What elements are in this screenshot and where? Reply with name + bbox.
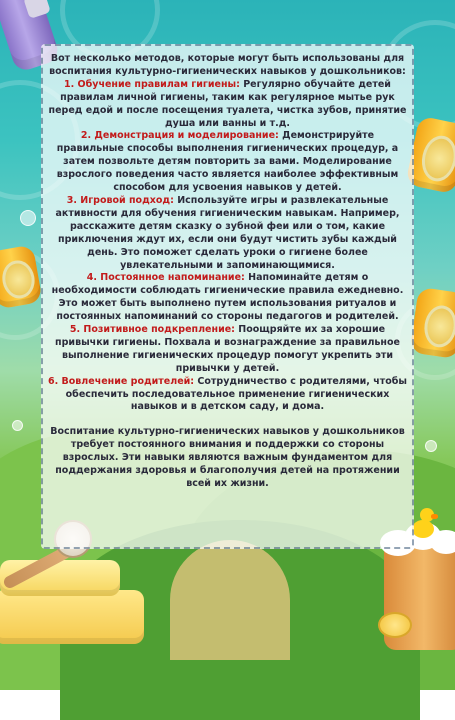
path xyxy=(170,540,290,660)
method-item-6 xyxy=(47,376,408,415)
method-text: Поощряйте их за хорошие привычки гигиены. Похвала и вознаграждение за правильное выполнение гигиенических процедур помогут укрепить эти привычки у детей. xyxy=(55,324,400,374)
rubber-duck-beak xyxy=(431,514,438,519)
method-item-5 xyxy=(47,324,408,376)
article-text xyxy=(47,53,408,491)
method-text: Регулярно обучайте детей правилам личной гигиены, таким как регулярное мытье рук перед едой и после посещения туалета, чистка зубов, принятие душа или ванны и т.д. xyxy=(48,78,407,129)
shampoo-bottle-icon xyxy=(410,287,455,359)
bubble xyxy=(12,420,23,431)
sponge-icon xyxy=(378,612,412,638)
method-title: 4. Постоянное напоминание: xyxy=(86,272,245,284)
method-text: Напоминайте детям о необходимости соблюдать гигиенические правила ежедневно. Это может быть выполнено путем использования ритуалов и постоянных напоминаний со стороны педагогов и родителей. xyxy=(51,272,404,323)
bubble xyxy=(425,440,437,452)
conclusion-paragraph: Воспитание культурно-гигиенических навыков у дошкольников требует постоянного внимания и поддержки со стороны взрослых. Эти навыки являются важным фундаментом для поддержания здоровья и благополучия детей на протяжении всей их жизни. xyxy=(50,426,405,489)
foam xyxy=(430,530,455,554)
method-text: Сотрудничество с родителями, чтобы обеспечить последовательное применение гигиенических навыков и в детском саду, и дома. xyxy=(65,375,407,413)
method-title: 1. Обучение правилам гигиены: xyxy=(64,78,240,90)
bubble xyxy=(20,210,36,226)
method-item-1 xyxy=(47,79,408,131)
towel-stack-icon xyxy=(0,590,144,644)
method-title: 3. Игровой подход: xyxy=(66,194,174,206)
rubber-duck-icon xyxy=(412,520,434,538)
method-title: 2. Демонстрация и моделирование: xyxy=(80,130,279,142)
method-text: Демонстрируйте правильные способы выполнения гигиенических процедур, а затем позвольте детям повторить за вами. Моделирование взрослого поведения часто является наиболее эффективным способом для усвоения навыков у детей. xyxy=(56,130,399,194)
method-text: Используйте игры и развлекательные активности для обучения гигиеническим навыкам. Например, расскажите детям сказку о зубной феи или о том, какие приключения ждут их, если они будут чистить зубы каждый день. Это поможет сделать уроки о гигиене более увлекательными и запоминающимися. xyxy=(55,194,400,271)
method-item-3 xyxy=(47,195,408,272)
method-title: 5. Позитивное подкрепление: xyxy=(69,324,235,336)
intro-paragraph: Вот несколько методов, которые могут быть использованы для воспитания культурно-гигиенических навыков у дошкольников: xyxy=(49,53,406,77)
method-item-4 xyxy=(47,272,408,324)
method-title: 6. Вовлечение родителей: xyxy=(48,375,195,387)
method-item-2 xyxy=(47,130,408,195)
